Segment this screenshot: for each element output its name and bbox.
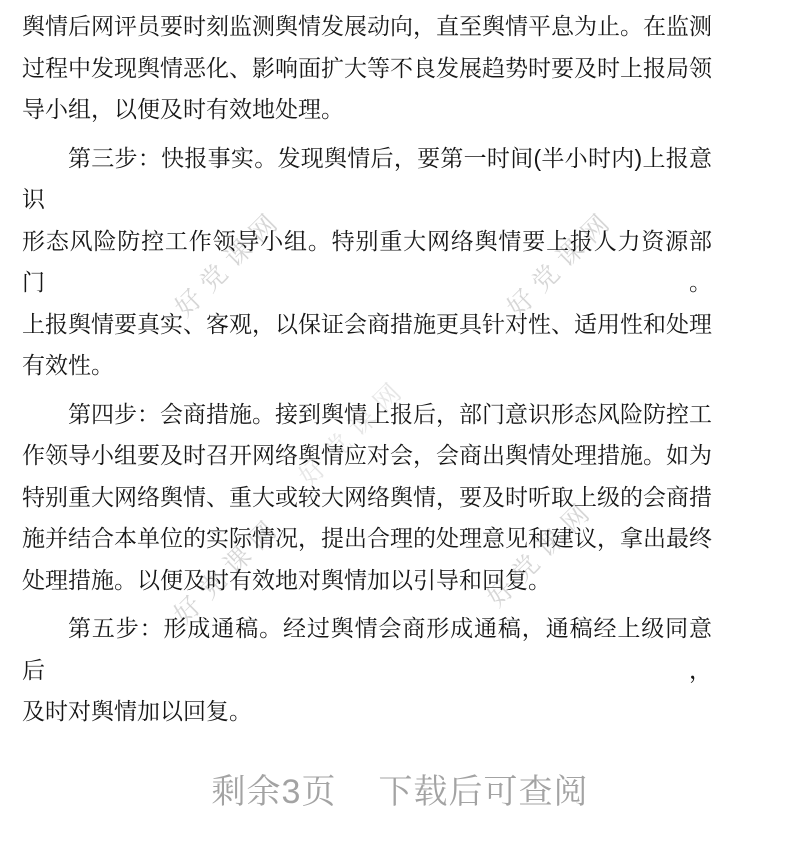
paragraph (22, 608, 712, 733)
doc-line: 及时对舆情加以回复。 (22, 698, 252, 724)
watermark-text: 好党课网 (168, 202, 290, 323)
doc-line: 第四步：会商措施。接到舆情上报后，部门意识形态风险防控工 (68, 400, 712, 427)
doc-line: 形态风险防控工作领导小组。特别重大网络舆情要上报人力资源部门。 (22, 227, 712, 295)
doc-line: 导小组，以便及时有效地处理。 (22, 96, 344, 122)
download-hint-label: 下载后可查阅 (378, 773, 589, 811)
doc-line: 作领导小组要及时召开网络舆情应对会，会商出舆情处理措施。如为 (22, 442, 712, 468)
document-body (22, 6, 712, 733)
watermark-text: 好党课网 (292, 371, 414, 492)
doc-line: 舆情后网评员要时刻监测舆情发展动向，直至舆情平息为止。在监测 (22, 13, 712, 39)
paragraph (22, 6, 712, 131)
remaining-pages-banner[interactable] (0, 764, 800, 813)
doc-line: 上报舆情要真实、客观，以保证会商措施更具针对性、适用性和处理 (22, 310, 712, 337)
doc-line: 第三步：快报事实。发现舆情后，要第一时间(半小时内)上报意识 (22, 144, 712, 212)
doc-line: 施并结合本单位的实际情况，提出合理的处理意见和建议，拿出最终 (22, 525, 712, 551)
doc-line: 处理措施。以便及时有效地对舆情加以引导和回复。 (22, 566, 551, 593)
watermark-text: 好党课网 (500, 202, 622, 323)
doc-line: 特别重大网络舆情、重大或较大网络舆情，要及时听取上级的会商措 (22, 483, 712, 510)
doc-line: 有效性。 (22, 352, 114, 378)
pages-remaining-label: 剩余3页 (211, 773, 337, 811)
watermark-text: 好党课网 (167, 509, 289, 630)
doc-line: 第五步：形成通稿。经过舆情会商形成通稿，通稿经上级同意后， (22, 615, 712, 683)
watermark-text: 好党课网 (480, 492, 602, 613)
paragraph (22, 394, 712, 602)
doc-line: 过程中发现舆情恶化、影响面扩大等不良发展趋势时要及时上报局领 (22, 54, 712, 81)
paragraph (22, 138, 712, 387)
